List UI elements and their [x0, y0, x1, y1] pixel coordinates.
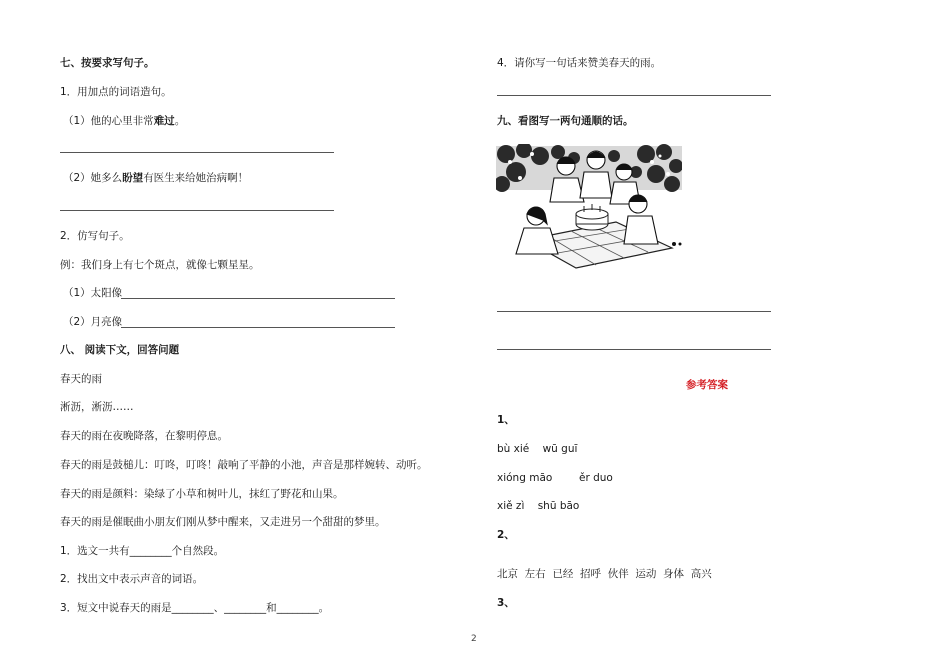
answer-line[interactable]: [121, 298, 395, 299]
passage-title: 春天的雨: [60, 373, 102, 385]
reading-question-1: 1．选文一共有________个自然段。: [60, 545, 225, 557]
page-number: 2: [471, 634, 477, 644]
s7-question-2a: （1）太阳像: [63, 287, 123, 299]
reading-question-4: 4．请你写一句话来赞美春天的雨。: [497, 57, 662, 69]
passage-paragraph-2: 春天的雨在夜晚降落，在黎明停息。: [60, 430, 228, 442]
answer-line[interactable]: [497, 349, 771, 350]
s7-example: 例：我们身上有七个斑点，就像七颗星星。: [60, 259, 260, 271]
answer-2-label: 2、: [497, 529, 515, 541]
section-8-title: 八、 阅读下文，回答问题: [60, 344, 180, 356]
answer-line[interactable]: [121, 327, 395, 328]
answer-line[interactable]: [497, 95, 771, 96]
passage-paragraph-4: 春天的雨是颜料：染绿了小草和树叶儿，抹红了野花和山果。: [60, 488, 344, 500]
reading-question-2: 2．找出文中表示声音的词语。: [60, 573, 204, 585]
answer-1-line-3: xiě zì shū bāo: [497, 500, 580, 512]
answer-key-title: 参考答案: [686, 379, 728, 391]
s7-question-1a: （1）他的心里非常难过。: [63, 115, 186, 127]
answer-line[interactable]: [60, 210, 334, 211]
answer-line[interactable]: [60, 152, 334, 153]
reading-question-3: 3．短文中说春天的雨是________、________和________。: [60, 602, 330, 614]
answer-line[interactable]: [497, 311, 771, 312]
answer-3-label: 3、: [497, 597, 515, 609]
passage-paragraph-5: 春天的雨是催眠曲小朋友们刚从梦中醒来，又走进另一个甜甜的梦里。: [60, 516, 386, 528]
answer-2-words: 北京 左右 已经 招呼 伙伴 运动 身体 高兴: [497, 568, 712, 580]
passage-paragraph-3: 春天的雨是鼓槌儿：叮咚，叮咚！敲响了平静的小池，声音是那样婉转、动听。: [60, 459, 428, 471]
section-7-title: 七、按要求写句子。: [60, 57, 155, 69]
s7-question-2: 2．仿写句子。: [60, 230, 130, 242]
s7-question-2b: （2）月亮像: [63, 316, 123, 328]
answer-1-line-1: bù xié wū guī: [497, 443, 578, 455]
children-picnic-illustration: [496, 144, 682, 270]
answer-1-label: 1、: [497, 414, 515, 426]
s7-question-1b: （2）她多么盼望有医生来给她治病啊！: [63, 172, 249, 184]
s7-question-1: 1．用加点的词语造句。: [60, 86, 172, 98]
passage-paragraph-1: 淅沥，淅沥……: [60, 401, 134, 413]
section-9-title: 九、看图写一两句通顺的话。: [497, 115, 634, 127]
answer-1-line-2: xióng māo ěr duo: [497, 472, 613, 484]
